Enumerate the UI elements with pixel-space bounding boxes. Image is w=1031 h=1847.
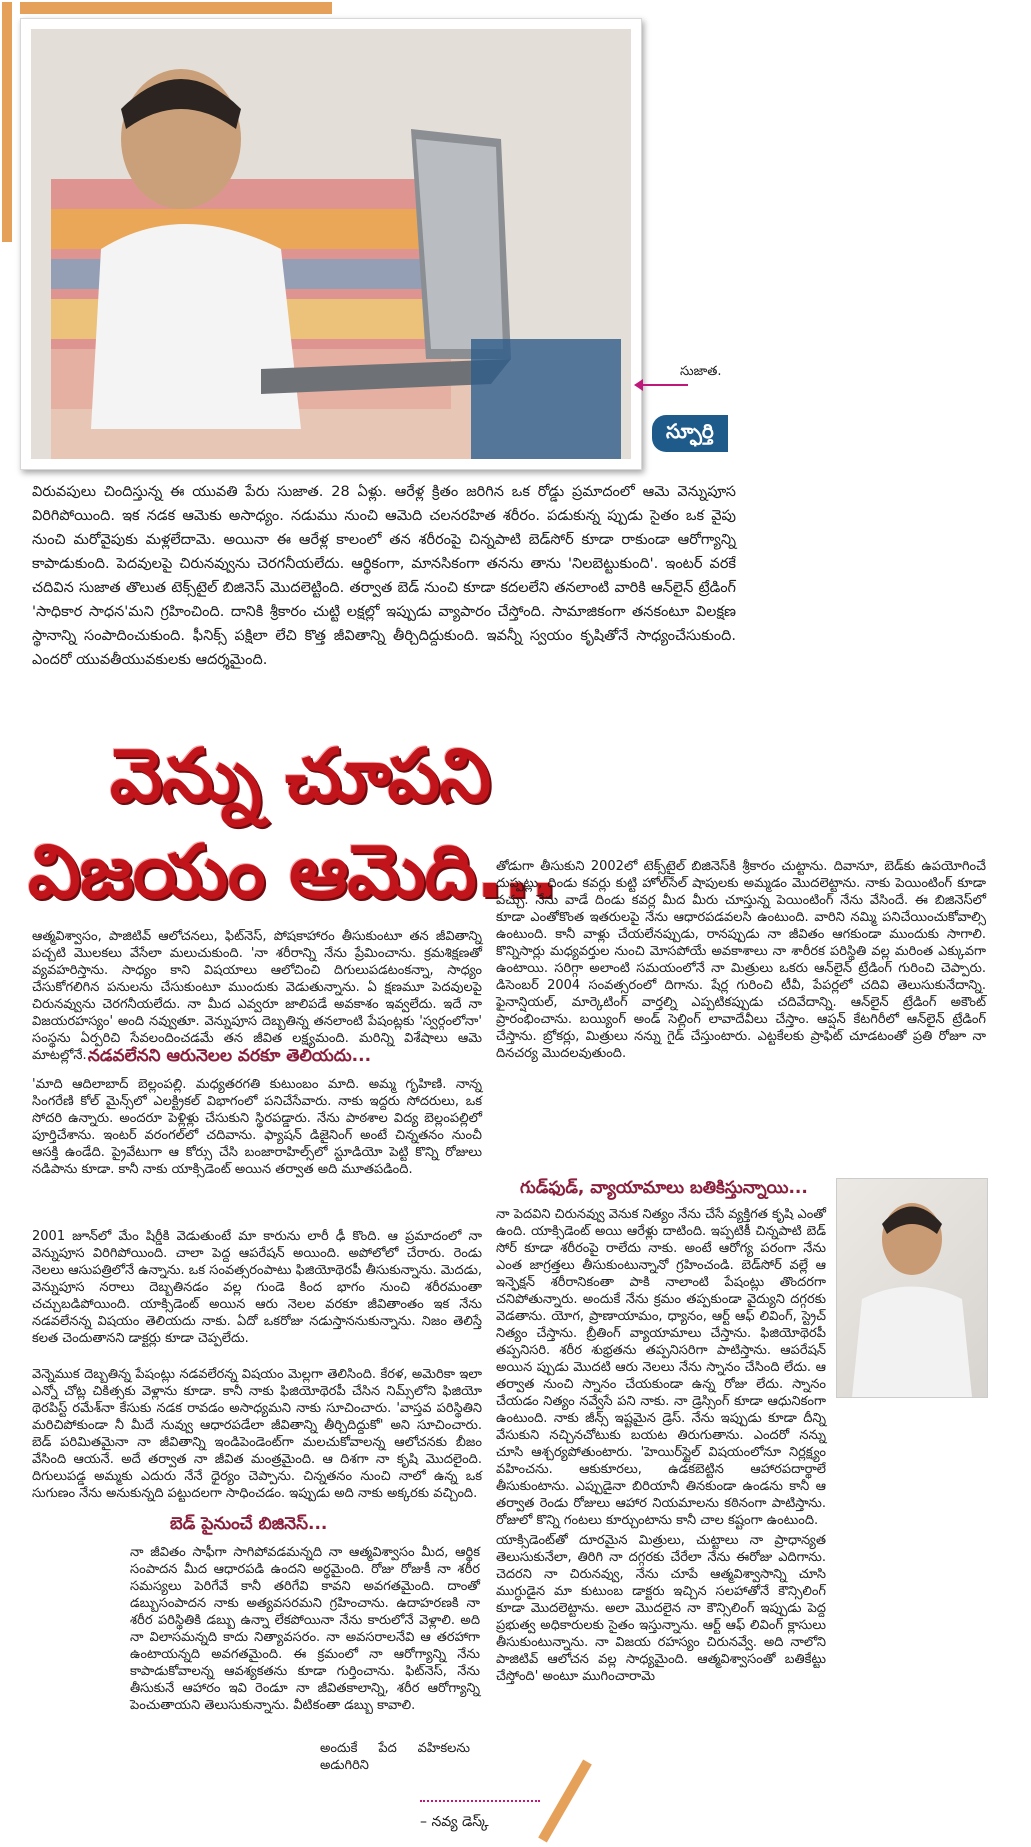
- col2-paragraph-1: తోడుగా తీసుకుని 2002లో టెక్స్‌టైల్ బిజినెస్‌కి శ్రీకారం చుట్టాను. దివానూ, బెడ్‌కు ఉపయోగించే దుప్పట్లు, దిండు కవర్లు కుట్టి హోల్‌సేల్ షాపులకు అమ్మడం మొదలెట్టాను. నాకు పెయింటింగ్ కూడా వచ్చు. నేను వాడే దిండు కవర్ల మీద మీరు చూస్తున్న పెయింటింగ్ నేను వేసిందే. ఈ బిజినెస్‌లో కూడా ఎంతోకొంత ఇతరులపై నేను ఆధారపడవలసి ఉంటుంది. వారిని నమ్మి పనిచేయించుకోవాల్సి ఉంటుంది. కానీ వాళ్లు చేయలేనప్పుడు, రానప్పుడు నా జీవితం ఆగకుండా ముందుకు సాగాలి. కొన్నిసార్లు మధ్యవర్తుల నుంచి మోసపోయే అవకాశాలు నా శారీరక పరిస్థితి వల్ల మరింత ఎక్కువగా ఉంటాయి. సరిగ్గా అలాంటి సమయంలోనే నా మిత్రులు ఒకరు ఆన్‌లైన్ ట్రేడింగ్ గురించి చెప్పారు. డిసెంబర్ 2004 సంవత్సరంలో దిగాను. షేర్ల గురించి టీవీ, పేపర్లలో చదివి తెలుసుకునేదాన్ని. ఫైనాన్షియల్, మార్కెటింగ్ వార్తల్ని ఎప్పటికప్పుడు చదివేదాన్ని. ఆన్‌లైన్ ట్రేడింగ్ అకౌంట్ ప్రారంభించాను. బయ్యింగ్ అండ్ సెల్లింగ్ లావాదేవీలు చేస్తాం. ఆప్షన్ కేటగిరీలో ఆన్‌లైన్ ట్రేడింగ్ చేస్తాను. బ్రోకర్లు, మిత్రులు నన్ను గైడ్ చేస్తుంటారు. ఎట్టకేలకు ప్రాఫిట్ చూడటంతో ప్రతి రోజూ నా దినచర్య మొదలవుతుంది.: [496, 859, 986, 1061]
- section-badge: స్ఫూర్తి: [652, 415, 728, 452]
- col1-paragraph-4: వెన్నెముక దెబ్బతిన్న పేషంట్లు నడవలేరన్న విషయం మెల్లగా తెలిసింది. కేరళ, అమెరికా ఇలా ఎన్నో చోట్ల చికిత్సకు వెళ్లాను కూడా. కానీ నాకు ఫిజియోథెరపీ చేసిన నిమ్స్‌లోని ఫిజియో థెరపిస్ట్ రమేశ్‌నా కేసుకు నడక రావడం అసాధ్యమని నాకు సూచించారు. 'వాస్తవ పరిస్థితిని మరిచిపోకుండా నీ మీదే నువ్వు ఆధారపడేలా జీవితాన్ని తీర్చిదిద్దుకో' అని సూచించారు. బెడ్ పరిమితమైనా నా జీవితాన్ని ఇండిపెండెంట్‌గా మలచుకోవాలన్న ఆలోచనకు బీజం వేసింది ఆయనే. అదే తర్వాత నా జీవిత మంత్రమైంది. ఆ దిశగా నా కృషి మొదలైంది. దిగులుపడ్డ అమ్మకు ఎదురు నేనే ధైర్యం చెప్పాను. చిన్నతనం నుంచి నాలో ఉన్న ఒక సుగుణం నేను అనుకున్నది పట్టుదలగా సాధించడం. ఇప్పుడు అది నాకు అక్కరకు వచ్చింది.: [32, 1367, 482, 1501]
- section-heading-1: నడవలేనని ఆరునెలల వరకూ తెలియదు...: [88, 1046, 372, 1066]
- photo-caption: సుజాత.: [680, 364, 722, 379]
- headline-line-1: వెన్ను చూపని: [110, 733, 491, 819]
- col1-paragraph-5: నా జీవితం సాఫీగా సాగిపోవడమన్నది నా ఆత్మవిశ్వాసం మీద, ఆర్థిక సంపాదన మీద ఆధారపడి ఉందని అర్థమైంది. రోజు రోజుకీ నా శరీర సమస్యలు పెరిగేవే కానీ తరిగేవి కావని అవగతమైంది. దాంతో డబ్బుసంపాదన నాకు అత్యవసరమని గ్రహించాను. ఉదాహరణకి నా శరీర పరిస్థితికి డబ్బు ఉన్నా లేకపోయినా నేను కారులోనే వెళ్లాలి. అది నా విలాసమన్నది కాదు నిత్యావసరం. నా అవసరాలనేవి ఆ తరహాగా ఉంటాయన్నది అవగతమైంది. ఈ క్రమంలో నా ఆరోగ్యాన్ని నేను కాపాడుకోవాలన్న ఆవశ్యకతను కూడా గుర్తించాను. ఫిట్‌నెస్, నేను తీసుకునే ఆహారం ఇవి రెండూ నా జీవితకాలాన్ని, శరీర ఆరోగ్యాన్ని పెంచుతాయని తెలుసుకున్నాను. వీటికంతా డబ్బు కావాలి.: [130, 1545, 480, 1713]
- headline-line-2: విజయం ఆమెది...: [28, 829, 558, 915]
- section-heading-3: గుడ్‌ఫుడ్, వ్యాయామాలు బతికిస్తున్నాయి...: [520, 1178, 808, 1198]
- main-photo: [31, 29, 631, 459]
- intro-paragraph: విరువపులు చిందిస్తున్న ఈ యువతి పేరు సుజాత. 28 ఏళ్లు. ఆరేళ్ల క్రితం జరిగిన ఒక రోడ్డు ప్రమాదంలో ఆమె వెన్నుపూస విరిగిపోయింది. ఇక నడక ఆమెకు అసాధ్యం. నడుము నుంచి ఆమెది చలనరహిత శరీరం. పడుకున్న ప్పుడు సైతం ఒక వైపు నుంచి మరోవైపుకు మళ్లలేదామె. అయినా ఈ ఆరేళ్ల కాలంలో తన శరీరంపై చిన్నపాటి బెడ్‌సోర్ కూడా రాకుండా ఆరోగ్యాన్ని కాపాడుకుంది. పెదవులపై చిరునవ్వును చెరగనీయలేదు. ఆర్థికంగా, మానసికంగా తనను తాను 'నిలబెట్టుకుంది'. ఇంటర్ వరకే చదివిన సుజాత తొలుత టెక్స్‌టైల్ బిజినెస్ మొదలెట్టింది. తర్వాత బెడ్ నుంచి కూడా కదలలేని తనలాంటి వారికి ఆన్‌లైన్ ట్రేడింగ్ 'సాధికార సాధన'మని గ్రహించింది. దానికి శ్రీకారం చుట్టి లక్షల్లో ఇప్పుడు వ్యాపారం చేస్తోంది. సామాజికంగా తనకంటూ విలక్షణ స్థానాన్ని సంపాదించుకుంది. ఫీనిక్స్ పక్షిలా లేచి కొత్త జీవితాన్ని తీర్చిదిద్దుకుంది. ఇవన్నీ స్వయం కృషితోనే సాధ్యంచేసుకుంది. ఎందరో యువతీయువకులకు ఆదర్శమైంది.: [32, 484, 736, 668]
- section-heading-2: బెడ్ పైనుంచే బిజినెస్...: [170, 1514, 328, 1534]
- main-photo-frame: [20, 18, 642, 470]
- decorative-bar-left: [2, 2, 12, 242]
- secondary-photo: [836, 1178, 988, 1398]
- col1-paragraph-3: 2001 జూన్‌లో మేం షిర్డీకి వెడుతుంటే మా కారును లారీ ఢీ కొంది. ఆ ప్రమాదంలో నా వెన్నుపూస విరిగిపోయింది. చాలా పెద్ద ఆపరేషన్ అయింది. అపోలోలో చేరారు. రెండు నెలలు ఆసుపత్రిలోనే ఉన్నాను. ఒక సంవత్సరంపాటు ఫిజియోథెరపీ తీసుకున్నాను. మెదడు, వెన్నుపూస నరాలు దెబ్బతినడం వల్ల గుండె కింద భాగం నుంచి శరీరమంతా చచ్చుబడిపోయింది. యాక్సిడెంట్ అయిన ఆరు నెలల వరకూ జీవితాంతం ఇక నేను నడవలేనన్న విషయం తెలియదు నాకు. ఏదో ఒకరోజు నడుస్తాననుకున్నాను. నిజం తెలిస్తే కలత చెందుతానని డాక్టర్లు కూడా చెప్పలేదు.: [32, 1229, 482, 1346]
- secondary-photo-illustration: [837, 1179, 987, 1397]
- col2-paragraph-3: యాక్సిడెంట్‌తో దూరమైన మిత్రులు, చుట్టాలు నా ప్రాధాన్యత తెలుసుకునేలా, తిరిగి నా దగ్గరకు చేరేలా నేను ఈరోజు ఎదిగాను. చెదరని నా చిరునవ్వు, నేను చూపే ఆత్మవిశ్వాసాన్ని చూసి ముగ్ధుడైన మా కుటుంబ డాక్టరు ఇచ్చిన సలహాతోనే కౌన్సిలింగ్ కూడా మొదలెట్టాను. అలా మొదలైన నా కౌన్సిలింగ్ ఇప్పుడు పెద్ద ప్రభుత్వ అధికారులకు సైతం ఇస్తున్నాను. ఆర్ట్ ఆఫ్ లివింగ్ క్లాసులు తీసుకుంటున్నాను. నా విజయ రహస్యం చిరునవ్వే. అది నాలోని పాజిటివ్ ఆలోచన వల్ల సాధ్యమైంది. ఆత్మవిశ్వాసంతో బతికేట్టు చేస్తోంది' అంటూ ముగించారామె: [496, 1533, 826, 1684]
- col2-paragraph-2: నా పెదవిని చిరునవ్వు వెనుక నిత్యం నేను చేసే వ్యక్తిగత కృషి ఎంతో ఉంది. యాక్సిడెంట్ అయి ఆరేళ్లు దాటింది. ఇప్పటికీ చిన్నపాటి బెడ్ సోర్ కూడా శరీరంపై రాలేదు నాకు. అంటే ఆరోగ్య పరంగా నేను ఎంత జాగ్రత్తలు తీసుకుంటున్నానో గ్రహించండి. బెడ్‌సోర్ వల్లే ఆ ఇన్ఫెక్షన్ శరీరానికంతా పాకి నాలాంటి పేషంట్లు తొందరగా చనిపోతున్నారు. అందుకే నేను క్రమం తప్పకుండా వైద్యుని దగ్గరకు వెడతాను. యోగ, ప్రాణాయామం, ధ్యానం, ఆర్ట్ ఆఫ్ లివింగ్, స్ట్రెచ్ నిత్యం చేస్తాను. బ్రీతింగ్ వ్యాయామాలు చేస్తాను. ఫిజియోథెరపీ తప్పనిసరి. శరీర శుభ్రతను తప్పనిసరిగా పాటిస్తాను. ఆపరేషన్ అయిన ప్పుడు మొదటి ఆరు నెలలు నేను స్నానం చేసింది లేదు. ఆ తర్వాత నుంచి స్నానం చేయకుండా ఉన్న రోజు లేదు. స్నానం చేయడం నిత్యం నవ్వేసే పని నాకు. నా డ్రెస్సింగ్ కూడా ఆధునికంగా ఉంటుంది. నాకు జీన్స్ ఇష్టమైన డ్రెస్. నేను ఇప్పుడు కూడా దీన్ని వేసుకుని నచ్చినచోటుకు బయట తిరుగుతాను. ఎందరో నన్ను చూసి ఆశ్చర్యపోతుంటారు. 'హెయిర్‌స్టైల్ విషయంలోనూ నిర్లక్ష్యం వహించను. ఆకుకూరలు, ఉడకబెట్టిన ఆహారపదార్థాలే తీసుకుంటాను. ఎప్పుడైనా బిరియానీ తినకుండా ఉండను కానీ ఆ తర్వాత రెండు రోజులు ఆహార నియమాలను కఠినంగా పాటిస్తాను. రోజులో కొన్ని గంటలు కూర్చుంటాను కానీ చాల కష్టంగా ఉంటుంది.: [496, 1207, 826, 1528]
- decorative-bar-top: [20, 2, 332, 14]
- byline-divider: [420, 1800, 540, 1802]
- caption-arrowhead-icon: [634, 379, 643, 391]
- main-photo-illustration: [31, 29, 631, 459]
- col1-paragraph-2: 'మాది ఆదిలాబాద్ బెల్లంపల్లి. మధ్యతరగతి కుటుంబం మాది. అమ్మ గృహిణి. నాన్న సింగరేణి కోల్ మైన్స్‌లో ఎలక్ట్రికల్ విభాగంలో పనిచేసేవారు. నాకు ఇద్దరు సోదరులు, ఒక సోదరి ఉన్నారు. అందరూ పెళ్లిళ్లు చేసుకుని స్థిరపడ్డారు. నేను పాఠశాల విద్య బెల్లంపల్లిలో పూర్తిచేశాను. ఇంటర్ వరంగల్‌లో చదివాను. ఫ్యాషన్ డిజైనింగ్ అంటే చిన్నతనం నుంచీ ఆసక్తి ఉండేది. ప్రైవేటుగా ఆ కోర్సు చేసి బంజారాహిల్స్‌లో స్టూడియో పెట్టి కొన్ని రోజులు నడిపాను కూడా. కానీ నాకు యాక్సిడెంట్ అయిన తర్వాత అది మూతపడింది.: [32, 1077, 482, 1177]
- byline: – నవ్య డెస్క్: [420, 1814, 489, 1830]
- col1-paragraph-6: అందుకే పేద వహికలను అడుగిరిని: [320, 1741, 470, 1773]
- caption-pointer-icon: [638, 384, 688, 386]
- col1-paragraph-1: ఆత్మవిశ్వాసం, పాజిటివ్ ఆలోచనలు, ఫిట్‌నెస్, పోషకాహారం తీసుకుంటూ తన జీవితాన్ని పచ్చటి మొలకలు వేసేలా మలుచుకుంది. 'నా శరీరాన్ని నేను ప్రేమించాను. క్రమశిక్షణతో వ్యవహరిస్తాను. సాధ్యం కాని విషయాలు ఆలోచించి దిగులుపడటంకన్నా, సాధ్యం చేసుకోగలిగిన పనులను చేసుకుంటూ ముందుకు వెడుతున్నాను. ఏ క్షణమూ పెదవులపై చిరునవ్వును చెరగనీయలేదు. నా మీద ఎవ్వరూ జాలిపడే అవకాశం ఇవ్వలేదు. ఇదే నా విజయరహస్యం' అంది నవ్వుతూ. వెన్నుపూస దెబ్బతిన్న తనలాంటి పేషంట్లకు 'స్వర్గంలోనా' సంస్థను ఏర్పరిచి సేవలందించడమే తన జీవిత లక్ష్యమంది. మరిన్ని విశేషాలు ఆమె మాటల్లోనే...: [32, 929, 482, 1063]
- decorative-corner-bottom: [538, 1760, 592, 1843]
